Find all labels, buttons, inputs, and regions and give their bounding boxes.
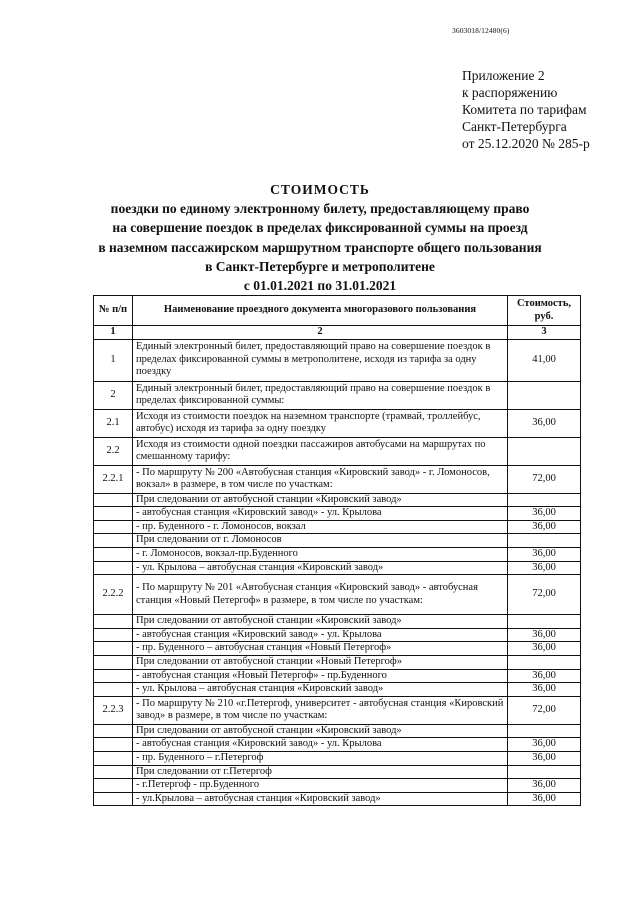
row-number bbox=[94, 751, 133, 765]
row-number: 1 bbox=[94, 339, 133, 381]
table-row bbox=[94, 779, 581, 793]
row-description: Единый электронный билет, предоставляющий право на совершение поездок в пределах фиксированной суммы в метрополитене, исходя из тарифа за одну поездку bbox=[133, 339, 508, 381]
row-price: 36,00 bbox=[508, 779, 581, 793]
row-price: 36,00 bbox=[508, 520, 581, 534]
table-row bbox=[94, 669, 581, 683]
row-description: - пр. Буденного - г. Ломоносов, вокзал bbox=[133, 520, 508, 534]
row-price: 36,00 bbox=[508, 507, 581, 521]
row-number: 2 bbox=[94, 381, 133, 409]
row-description: - автобусная станция «Кировский завод» - ул. Крылова bbox=[133, 738, 508, 752]
table-row bbox=[94, 724, 581, 738]
table-row bbox=[94, 615, 581, 629]
row-number bbox=[94, 724, 133, 738]
row-description: - По маршруту № 200 «Автобусная станция «Кировский завод» - г. Ломоносов, вокзал» в размере, в том числе по участкам: bbox=[133, 465, 508, 493]
row-number bbox=[94, 765, 133, 779]
row-description: - пр. Буденного – автобусная станция «Новый Петергоф» bbox=[133, 642, 508, 656]
row-price: 72,00 bbox=[508, 465, 581, 493]
row-price: 36,00 bbox=[508, 628, 581, 642]
row-price: 36,00 bbox=[508, 561, 581, 575]
table-row bbox=[94, 765, 581, 779]
table-row bbox=[94, 792, 581, 806]
row-price: 72,00 bbox=[508, 696, 581, 724]
document-number: 3603018/12480(6) bbox=[452, 26, 510, 35]
table-row bbox=[94, 547, 581, 561]
row-number bbox=[94, 628, 133, 642]
tariff-table bbox=[93, 295, 581, 806]
row-description: - ул. Крылова – автобусная станция «Кировский завод» bbox=[133, 683, 508, 697]
row-price: 36,00 bbox=[508, 409, 581, 437]
table-row bbox=[94, 339, 581, 381]
table-row bbox=[94, 628, 581, 642]
row-price bbox=[508, 437, 581, 465]
row-number: 2.1 bbox=[94, 409, 133, 437]
row-number: 2.2.1 bbox=[94, 465, 133, 493]
row-description: - пр. Буденного – г.Петергоф bbox=[133, 751, 508, 765]
row-description: При следовании от автобусной станции «Кировский завод» bbox=[133, 724, 508, 738]
row-price: 72,00 bbox=[508, 575, 581, 615]
row-description: - ул.Крылова – автобусная станция «Кировский завод» bbox=[133, 792, 508, 806]
row-number bbox=[94, 520, 133, 534]
table-row bbox=[94, 642, 581, 656]
row-description: При следовании от автобусной станции «Новый Петергоф» bbox=[133, 655, 508, 669]
table-row bbox=[94, 507, 581, 521]
document-title bbox=[60, 180, 580, 295]
row-description: Исходя из стоимости одной поездки пассажиров автобусами на маршрутах по смешанному тарифу: bbox=[133, 437, 508, 465]
title-line: в наземном пассажирском маршрутном транспорте общего пользования bbox=[98, 239, 542, 255]
table-row bbox=[94, 683, 581, 697]
row-description: - По маршруту № 210 «г.Петергоф, университет - автобусная станция «Кировский завод» в размере, в том числе по участкам: bbox=[133, 696, 508, 724]
appendix-line: Приложение 2 bbox=[462, 68, 545, 83]
row-number bbox=[94, 642, 133, 656]
appendix-line: Комитета по тарифам bbox=[462, 102, 587, 117]
table-row bbox=[94, 493, 581, 507]
row-number bbox=[94, 655, 133, 669]
row-number bbox=[94, 615, 133, 629]
table-row bbox=[94, 534, 581, 548]
table-header-row bbox=[94, 296, 581, 326]
row-number bbox=[94, 507, 133, 521]
row-price: 36,00 bbox=[508, 642, 581, 656]
table-row bbox=[94, 561, 581, 575]
row-description: Единый электронный билет, предоставляющий право на совершение поездок в пределах фиксированной суммы: bbox=[133, 381, 508, 409]
column-number: 2 bbox=[133, 326, 508, 340]
table-body bbox=[94, 339, 581, 806]
row-description: При следовании от автобусной станции «Кировский завод» bbox=[133, 493, 508, 507]
row-description: - По маршруту № 201 «Автобусная станция «Кировский завод» - автобусная станция «Новый Петергоф» в размере, в том числе по участкам: bbox=[133, 575, 508, 615]
row-description: Исходя из стоимости поездок на наземном транспорте (трамвай, троллейбус, автобус) исходя из тарифа за одну поездку bbox=[133, 409, 508, 437]
appendix-block bbox=[462, 67, 590, 152]
row-price bbox=[508, 724, 581, 738]
table-row bbox=[94, 575, 581, 615]
row-number bbox=[94, 792, 133, 806]
table-row bbox=[94, 465, 581, 493]
row-number: 2.2.3 bbox=[94, 696, 133, 724]
table-row bbox=[94, 437, 581, 465]
row-price bbox=[508, 534, 581, 548]
column-number: 1 bbox=[94, 326, 133, 340]
row-price bbox=[508, 655, 581, 669]
row-number bbox=[94, 493, 133, 507]
row-description: - автобусная станция «Новый Петергоф» - пр.Буденного bbox=[133, 669, 508, 683]
row-description: При следовании от г. Ломоносов bbox=[133, 534, 508, 548]
row-price bbox=[508, 381, 581, 409]
row-price: 36,00 bbox=[508, 669, 581, 683]
row-price: 36,00 bbox=[508, 683, 581, 697]
table-row bbox=[94, 381, 581, 409]
row-number bbox=[94, 738, 133, 752]
table-row bbox=[94, 751, 581, 765]
header-name: Наименование проездного документа многоразового пользования bbox=[133, 296, 508, 326]
row-description: При следовании от г.Петергоф bbox=[133, 765, 508, 779]
row-description: - автобусная станция «Кировский завод» - ул. Крылова bbox=[133, 507, 508, 521]
row-description: - ул. Крылова – автобусная станция «Кировский завод» bbox=[133, 561, 508, 575]
title-line: на совершение поездок в пределах фиксированной суммы на проезд bbox=[112, 220, 528, 236]
row-price: 36,00 bbox=[508, 751, 581, 765]
table-row bbox=[94, 409, 581, 437]
row-price bbox=[508, 615, 581, 629]
row-number bbox=[94, 669, 133, 683]
row-description: - г. Ломоносов, вокзал-пр.Буденного bbox=[133, 547, 508, 561]
appendix-line: Санкт-Петербурга bbox=[462, 119, 567, 134]
row-price: 36,00 bbox=[508, 547, 581, 561]
row-price bbox=[508, 765, 581, 779]
row-price: 36,00 bbox=[508, 792, 581, 806]
row-price: 36,00 bbox=[508, 738, 581, 752]
row-number: 2.2.2 bbox=[94, 575, 133, 615]
title-line: поездки по единому электронному билету, предоставляющему право bbox=[110, 201, 530, 217]
row-price: 41,00 bbox=[508, 339, 581, 381]
row-number bbox=[94, 561, 133, 575]
title-line: в Санкт-Петербурге и метрополитене bbox=[205, 258, 435, 274]
column-number-row bbox=[94, 326, 581, 340]
row-number bbox=[94, 779, 133, 793]
table-row bbox=[94, 520, 581, 534]
title-line: с 01.01.2021 по 31.01.2021 bbox=[243, 278, 397, 294]
column-number: 3 bbox=[508, 326, 581, 340]
row-description: При следовании от автобусной станции «Кировский завод» bbox=[133, 615, 508, 629]
appendix-line: к распоряжению bbox=[462, 85, 558, 100]
table-row bbox=[94, 655, 581, 669]
table-row bbox=[94, 696, 581, 724]
title-main: СТОИМОСТЬ bbox=[270, 182, 370, 197]
row-number bbox=[94, 683, 133, 697]
header-num: № п/п bbox=[94, 296, 133, 326]
appendix-line: от 25.12.2020 № 285-р bbox=[462, 136, 590, 151]
row-description: - г.Петергоф - пр.Буденного bbox=[133, 779, 508, 793]
header-price: Стоимость, руб. bbox=[508, 296, 581, 326]
row-price bbox=[508, 493, 581, 507]
row-number bbox=[94, 547, 133, 561]
row-number bbox=[94, 534, 133, 548]
row-description: - автобусная станция «Кировский завод» - ул. Крылова bbox=[133, 628, 508, 642]
table-row bbox=[94, 738, 581, 752]
row-number: 2.2 bbox=[94, 437, 133, 465]
